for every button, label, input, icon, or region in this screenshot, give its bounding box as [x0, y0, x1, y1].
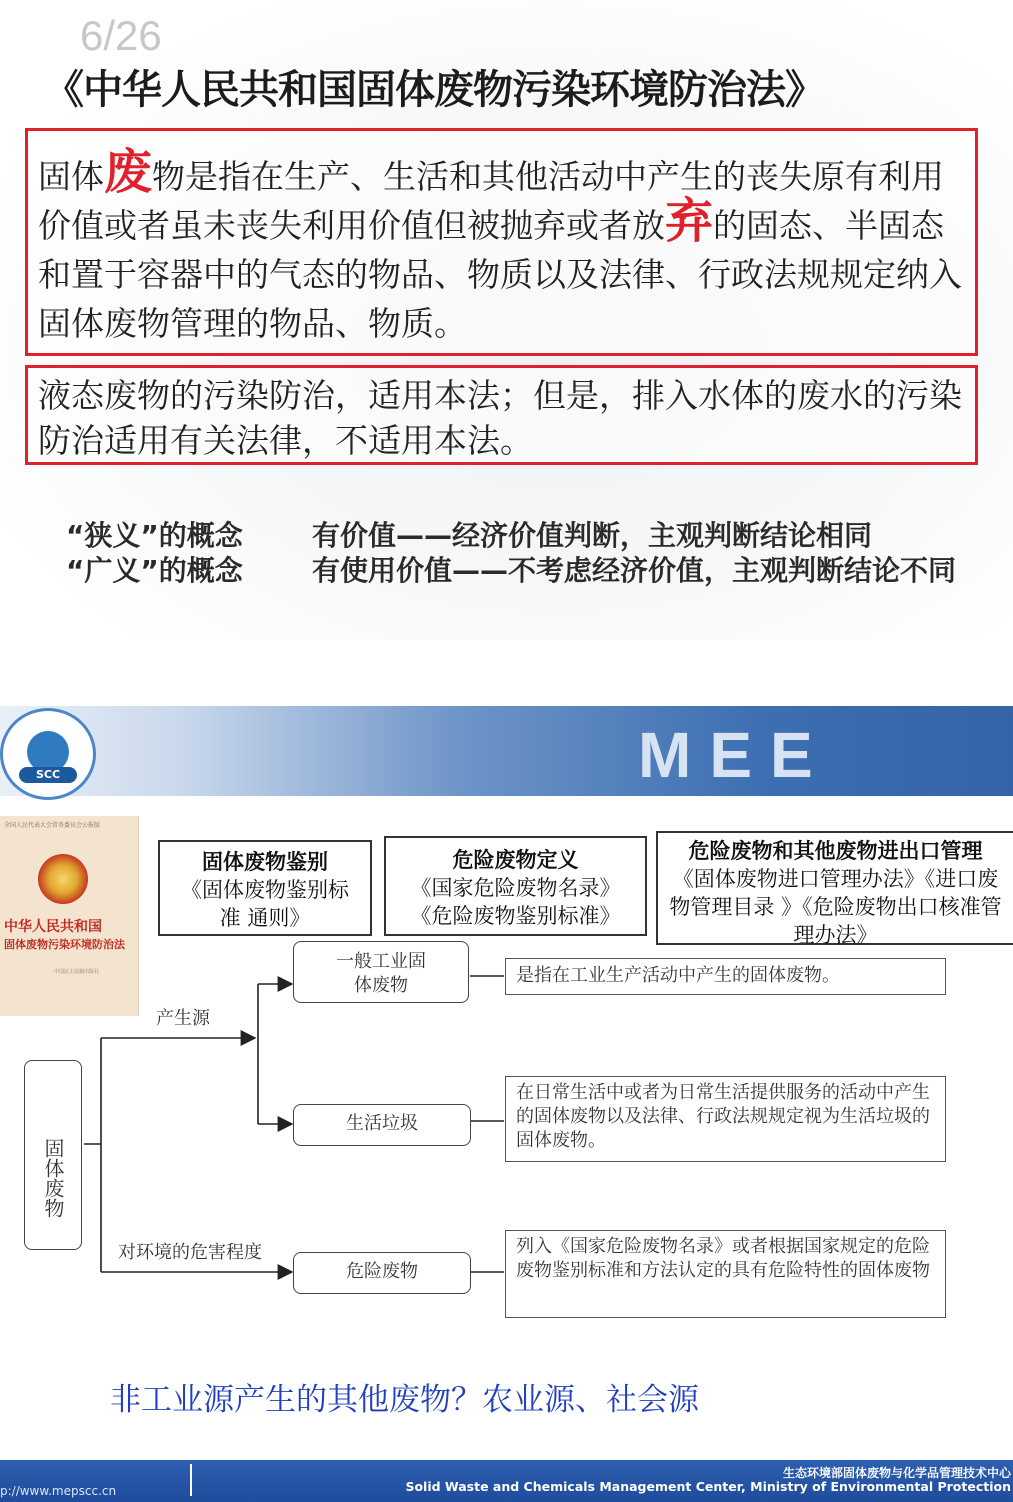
concept-narrow-label: “狭义”的概念 [66, 519, 243, 552]
concept-broad-label: “广义”的概念 [66, 554, 243, 587]
definition-highlight-qi: 弃 [665, 193, 714, 249]
header-heading: 危险废物定义 [452, 848, 579, 872]
definition-part-2: 物是指在生产、生活和其他活动中产生的丧失原有利用价值或者虽未丧失利用价值但被抛弃或者放 [38, 157, 945, 245]
header-body: 《国家危险废物名录》《危险废物鉴别标准》 [410, 876, 621, 928]
banner-divider [190, 1464, 192, 1496]
page-counter: 6/26 [80, 12, 162, 59]
concept-narrow-value: 有价值——经济价值判断，主观判断结论相同 [312, 519, 873, 552]
mee-watermark: MEE [638, 719, 831, 791]
book-title-line1: 中华人民共和国 [4, 919, 102, 935]
node-hazardous-waste: 危险废物 [293, 1252, 471, 1294]
slide-bottom [0, 656, 1013, 1502]
banner-bottom [0, 1460, 1013, 1502]
header-body: 《固体废物进口管理办法》《进口废物管理目录 》《危险废物出口核准管理办法》 [669, 867, 1002, 947]
edge-label-source: 产生源 [156, 1008, 210, 1029]
definition-part-1: 固体 [38, 157, 104, 196]
book-top-text: 全国人民代表大会常务委员会公报版 [4, 822, 101, 829]
header-body: 《固体废物鉴别标准 通则》 [181, 878, 349, 930]
concept-broad-value: 有使用价值——不考虑经济价值，主观判断结论不同 [312, 554, 957, 587]
header-heading: 危险废物和其他废物进出口管理 [688, 839, 983, 863]
bottom-question: 非工业源产生的其他废物？农业源、社会源 [110, 1382, 699, 1418]
definition-text [38, 144, 968, 348]
desc-industrial-waste: 是指在工业生产活动中产生的固体废物。 [505, 958, 946, 995]
banner-org-en: Solid Waste and Chemicals Management Center, Ministry of Environmental Protection [405, 1479, 1011, 1494]
book-publisher: 中国民主法制出版社 [54, 969, 100, 975]
node-household-garbage: 生活垃圾 [293, 1104, 471, 1146]
definition-highlight-fei: 废 [104, 144, 153, 200]
logo-text: SCC [19, 767, 77, 783]
definition-part-3: 的固态、半固态和置于容器中的气态的物品、物质以及法律、行政法规规定纳入固体废物管理的物品、物质。 [38, 206, 962, 343]
desc-household-garbage: 在日常生活中或者为日常生活提供服务的活动中产生的固体废物以及法律、行政法规规定视为生活垃圾的固体废物。 [505, 1076, 946, 1162]
slide-top [0, 0, 1013, 640]
book-title-line2: 固体废物污染环境防治法 [4, 938, 125, 951]
header-heading: 固体废物鉴别 [202, 850, 328, 874]
banner-url: p://www.mepscc.cn [0, 1484, 117, 1498]
banner-org-cn: 生态环境部固体废物与化学品管理技术中心 [782, 1466, 1011, 1480]
liquid-note-text: 液态废物的污染防治，适用本法；但是，排入水体的废水的污染防治适用有关法律，不适用本法。 [38, 376, 962, 460]
root-node-solid-waste: 固体废物 [24, 1060, 82, 1250]
edge-label-hazard: 对环境的危害程度 [118, 1242, 262, 1263]
desc-hazardous-waste: 列入《国家危险废物名录》或者根据国家规定的危险废物鉴别标准和方法认定的具有危险特性的固体废物 [505, 1230, 946, 1318]
node-industrial-waste: 一般工业固体废物 [293, 941, 469, 1003]
page-title: 《中华人民共和国固体废物污染环境防治法》 [44, 67, 824, 113]
